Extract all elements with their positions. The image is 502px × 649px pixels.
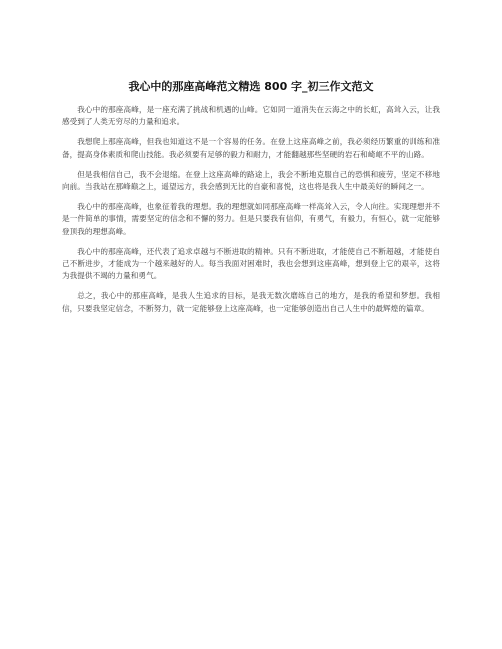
paragraph: 但是我相信自己，我不会退缩。在登上这座高峰的路途上，我会不断地克服自己的恐惧和疲劳，坚定不移地向前。当我站在那峰巅之上，遥望远方，我会感到无比的自豪和喜悦，这也将是我人生中最美好的瞬间之一。 (62, 169, 440, 192)
paragraph: 总之，我心中的那座高峰，是我人生追求的目标，是我无数次磨练自己的地方，是我的希望和梦想。我相信，只要我坚定信念，不断努力，就一定能够登上这座高峰，也一定能够创造出自己人生中的最辉煌的篇章。 (62, 291, 440, 313)
paragraph: 我心中的那座高峰，也象征着我的理想。我的理想就如同那座高峰一样高耸入云，令人向往。实现理想并不是一件简单的事情，需要坚定的信念和不懈的努力。但是只要我有信仰，有勇气，有毅力，有恒心，就一定能够登顶我的理想高峰。 (62, 202, 440, 236)
paragraph: 我心中的那座高峰，是一座充满了挑战和机遇的山峰。它如同一道消失在云海之中的长虹，高耸入云，让我感受到了人类无穷尽的力量和追求。 (62, 105, 440, 127)
document-body (62, 104, 440, 323)
paragraph: 我心中的那座高峰，还代表了追求卓越与不断进取的精神。只有不断进取，才能使自己不断超越，才能使自己不断进步，才能成为一个越来越好的人。每当我面对困难时，我也会想到这座高峰，想到登上它的艰辛，这将为我提供不竭的力量和勇气。 (62, 246, 440, 281)
paragraph: 我想爬上那座高峰，但我也知道这不是一个容易的任务。在登上这座高峰之前，我必须经历繁重的训练和准备，提高身体素质和爬山技能。我必须要有足够的毅力和耐力，才能翻越那些坚硬的岩石和崎岖不平的山路。 (62, 137, 440, 159)
document-title: 我心中的那座高峰范文精选 800 字_初三作文范文 (128, 80, 374, 93)
